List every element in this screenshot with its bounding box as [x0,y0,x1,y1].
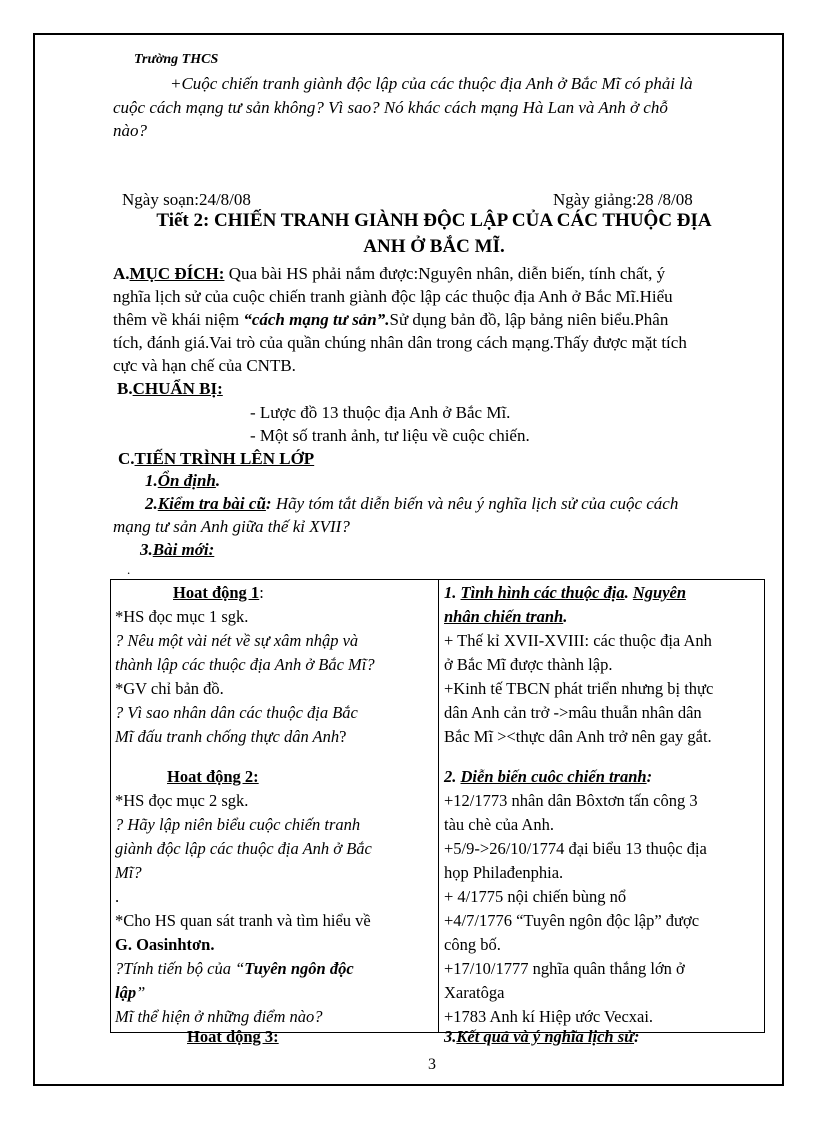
section-a-line-3: thêm về khái niệm “cách mạng tư sản”.Sử dụng bản đồ, lập bảng niên biểu.Phân [113,310,669,329]
activity-3-heading: Hoat động 3: [187,1027,279,1046]
table-right-line: + Thế kỉ XVII-XVIII: các thuộc địa Anh [444,631,712,650]
table-left-line: ? Nêu một vài nét về sự xâm nhập và [115,631,359,650]
step-1: 1.Ổn định. [145,471,221,490]
stray-dot: . [127,562,131,577]
table-right-line: Xaratôga [444,983,505,1002]
section-a-line-2: nghĩa lịch sử của cuộc chiến tranh giành độc lập các thuộc địa Anh ở Bắc Mĩ.Hiểu [113,287,673,306]
section-1-heading: 1. Tình hình các thuộc địa. Nguyên [444,583,687,602]
cmts-term: “cách mạng tư sản”. [243,310,390,329]
section-a-heading: MỤC ĐÍCH: [129,264,225,283]
teach-date: Ngày giảng:28 /8/08 [553,190,693,209]
prep-item-pictures: - Một số tranh ảnh, tư liệu về cuộc chiến. [250,426,530,445]
table-right-line: +1783 Anh kí Hiệp ước Vecxai. [444,1007,654,1026]
prep-date: Ngày soạn:24/8/08 [122,190,251,209]
table-right-line: tàu chè của Anh. [444,815,554,834]
table-left-line: . [115,887,120,906]
table-left-line: lập” [115,983,146,1002]
table-left-line: Mĩ thể hiện ở những điểm nào? [115,1007,323,1026]
table-left-line: *HS đọc mục 2 sgk. [115,791,249,810]
table-left-line: giành độc lập các thuộc địa Anh ở Bắc [115,839,372,858]
step-2-line-2: mạng tư sản Anh giữa thế kỉ XVII? [113,517,350,536]
table-right-line: ở Bắc Mĩ được thành lập. [444,655,613,674]
section-a-line-5: cực và hạn chế của CNTB. [113,356,296,375]
section-a-line-4: tích, đánh giá.Vai trò của quần chúng nhân dân trong cách mạng.Thấy được mặt tích [113,333,687,352]
table-right-line: +12/1773 nhân dân Bôxtơn tấn công 3 [444,791,698,810]
table-left-line: ? Vì sao nhân dân các thuộc địa Bắc [115,703,358,722]
table-right-line: +5/9->26/10/1774 đại biểu 13 thuộc địa [444,839,707,858]
table-left-line: ?Tính tiến bộ của “Tuyên ngôn độc [115,959,354,978]
table-right-line: dân Anh cản trở ->mâu thuẫn nhân dân [444,703,702,722]
table-left-line: *Cho HS quan sát tranh và tìm hiểu về [115,911,371,930]
table-left-line: *HS đọc mục 1 sgk. [115,607,249,626]
table-left-line: *GV chỉ bản đồ. [115,679,224,698]
table-left-line: thành lập các thuộc địa Anh ở Bắc Mĩ? [115,655,375,674]
review-question-line-2: cuộc cách mạng tư sản không? Vì sao? Nó khác cách mạng Hà Lan và Anh ở chỗ [113,98,668,117]
table-right-line: +17/10/1777 nghĩa quân thắng lớn ở [444,959,685,978]
page-number: 3 [428,1056,436,1073]
table-left-line: Mĩ đấu tranh chống thực dân Anh? [115,727,347,746]
table-right-line: + 4/1775 nội chiến bùng nổ [444,887,627,906]
table-right-line: công bố. [444,935,501,954]
prep-item-map: - Lược đồ 13 thuộc địa Anh ở Bắc Mĩ. [250,403,511,422]
table-right-line: Bắc Mĩ ><thực dân Anh trở nên gay gắt. [444,727,712,746]
activity-2-heading: Hoat động 2: [167,767,259,786]
section-1-heading-cont: nhân chiến tranh. [444,607,568,626]
section-2-heading: 2. Diễn biến cuôc chiến tranh: [444,767,653,786]
section-b-heading: B.CHUẨN BỊ: [117,379,223,398]
section-c-heading: C.TIẾN TRÌNH LÊN LỚP [118,449,315,468]
activities-column [115,580,433,1046]
washington-name: G. Oasinhtơn. [115,935,215,954]
table-left-line: ? Hãy lập niên biểu cuộc chiến tranh [115,815,361,834]
review-question-line-3: nào? [113,121,147,140]
section-3-heading: 3.Kết quả và ý nghĩa lịch sử: [444,1027,640,1046]
content-column [444,580,762,1046]
section-a-line-1: A.MỤC ĐÍCH: Qua bài HS phải nắm được:Nguyên nhân, diễn biến, tính chất, ý [113,264,666,283]
table-right-line: +4/7/1776 “Tuyên ngôn độc lập” được [444,911,700,930]
lesson-title-line-2: ANH Ở BẮC MĨ. [363,236,505,257]
step-2-line-1: 2.Kiểm tra bài cũ: Hãy tóm tắt diễn biến và nêu ý nghĩa lịch sử của cuộc cách [145,494,679,513]
table-right-line: +Kinh tế TBCN phát triển nhưng bị thực [444,679,714,698]
table-left-line: Mĩ? [115,863,142,882]
school-name: Trường THCS [134,52,219,67]
review-question-line-1: +Cuộc chiến tranh giành độc lập của các thuộc địa Anh ở Bắc Mĩ có phải là [170,74,693,93]
step-3: 3.Bài mới: [140,540,215,559]
activity-1-heading: Hoat động 1: [173,583,264,602]
lesson-table [110,579,765,1046]
table-right-line: họp Philađenphia. [444,863,564,882]
table-divider [438,580,439,1032]
lesson-title-line-1: Tiết 2: CHIẾN TRANH GIÀNH ĐỘC LẬP CỦA CÁC THUỘC ĐỊA [156,210,712,231]
